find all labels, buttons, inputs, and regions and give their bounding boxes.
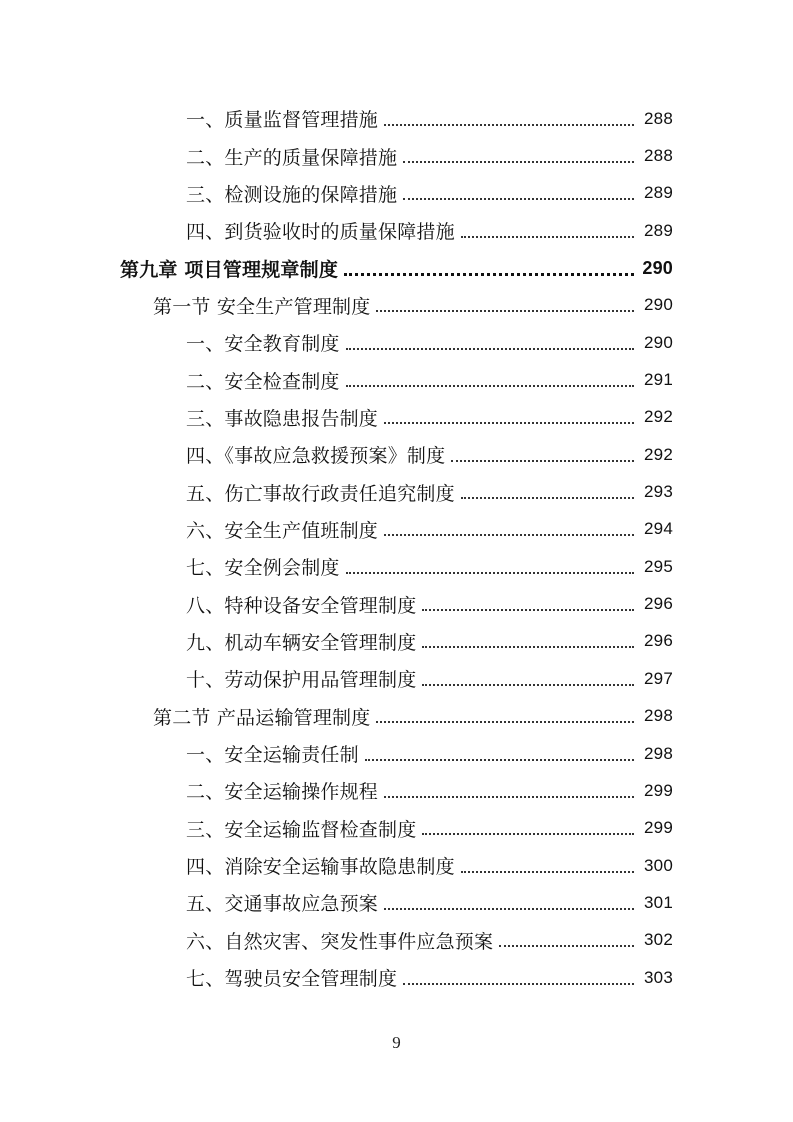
toc-entry-page: 293 [644, 482, 673, 502]
toc-entry-title: 第一节 安全生产管理制度 [153, 295, 371, 318]
toc-entry-page: 292 [644, 407, 673, 427]
toc-entry-page: 296 [644, 594, 673, 614]
toc-entry-page: 294 [644, 519, 673, 539]
dot-leader [376, 721, 634, 723]
dot-leader [461, 497, 634, 499]
dot-leader [384, 908, 634, 910]
toc-entry-title: 四、《事故应急救援预案》制度 [186, 445, 446, 468]
toc-entry[interactable] [0, 137, 793, 174]
toc-entry[interactable] [0, 324, 793, 361]
toc-entry-title: 七、驾驶员安全管理制度 [186, 968, 398, 991]
dot-leader [384, 124, 634, 126]
toc-entry[interactable] [0, 660, 793, 697]
toc-entry-title: 一、安全教育制度 [186, 333, 340, 356]
toc-entry-page: 290 [644, 295, 673, 315]
toc-entry-title: 三、安全运输监督检查制度 [186, 818, 417, 841]
toc-entry-page: 290 [644, 332, 673, 352]
toc-entry-title: 七、安全例会制度 [186, 557, 340, 580]
toc-entry-page: 289 [644, 183, 673, 203]
toc-entry-page: 290 [642, 257, 673, 278]
toc-entry[interactable] [0, 361, 793, 398]
toc-entry[interactable] [0, 212, 793, 249]
toc-entry-page: 292 [644, 444, 673, 464]
toc-entry[interactable] [0, 548, 793, 585]
dot-leader [346, 572, 634, 574]
dot-leader [346, 348, 634, 350]
toc-entry-page: 288 [644, 108, 673, 128]
toc-entry-title: 一、质量监督管理措施 [186, 109, 379, 132]
toc-entry-page: 296 [644, 631, 673, 651]
toc-entry[interactable] [0, 735, 793, 772]
toc-entry-title: 二、生产的质量保障措施 [186, 146, 398, 169]
toc-entry-title: 四、到货验收时的质量保障措施 [186, 221, 455, 244]
dot-leader [422, 609, 634, 611]
toc-entry-title: 三、事故隐患报告制度 [186, 407, 379, 430]
toc-entry-page: 299 [644, 780, 673, 800]
dot-leader [422, 684, 634, 686]
toc-entry-title: 第九章 项目管理规章制度 [120, 258, 339, 281]
toc-entry-title: 四、消除安全运输事故隐患制度 [186, 856, 455, 879]
toc-entry-page: 301 [644, 892, 673, 912]
dot-leader [461, 236, 634, 238]
toc-entry-title: 五、伤亡事故行政责任追究制度 [186, 482, 455, 505]
toc-entry[interactable] [0, 623, 793, 660]
toc-entry[interactable] [0, 399, 793, 436]
dot-leader [346, 385, 634, 387]
dot-leader [376, 310, 634, 312]
toc-entry-page: 289 [644, 220, 673, 240]
toc-entry[interactable] [0, 884, 793, 921]
toc-entry[interactable] [0, 436, 793, 473]
toc-entry[interactable] [0, 473, 793, 510]
toc-entry-page: 298 [644, 743, 673, 763]
toc-entry[interactable] [0, 810, 793, 847]
dot-leader [422, 833, 634, 835]
toc-entry-page: 298 [644, 706, 673, 726]
toc-entry-page: 291 [644, 370, 673, 390]
toc-entry-title: 六、自然灾害、突发性事件应急预案 [186, 930, 494, 953]
toc-entry-title: 三、检测设施的保障措施 [186, 183, 398, 206]
dot-leader [451, 460, 634, 462]
dot-leader [499, 945, 634, 947]
page-number: 9 [392, 1033, 401, 1052]
toc-entry[interactable] [0, 772, 793, 809]
dot-leader [461, 871, 634, 873]
toc-entry-title: 六、安全生产值班制度 [186, 519, 379, 542]
toc-entry-page: 295 [644, 556, 673, 576]
toc-section-entry[interactable] [0, 287, 793, 324]
toc-entry-page: 297 [644, 668, 673, 688]
toc-entry[interactable] [0, 847, 793, 884]
toc-entry-title: 第二节 产品运输管理制度 [153, 706, 371, 729]
toc-entry[interactable] [0, 175, 793, 212]
toc-entry-title: 九、机动车辆安全管理制度 [186, 631, 417, 654]
table-of-contents [0, 100, 793, 996]
toc-entry[interactable] [0, 959, 793, 996]
toc-entry-page: 300 [644, 855, 673, 875]
dot-leader [384, 422, 634, 424]
toc-entry-title: 五、交通事故应急预案 [186, 893, 379, 916]
toc-entry-title: 二、安全检查制度 [186, 370, 340, 393]
toc-entry-page: 288 [644, 146, 673, 166]
toc-chapter-entry[interactable] [0, 249, 793, 286]
toc-entry-title: 二、安全运输操作规程 [186, 781, 379, 804]
dot-leader [344, 273, 634, 276]
toc-entry-title: 八、特种设备安全管理制度 [186, 594, 417, 617]
toc-entry-page: 299 [644, 818, 673, 838]
toc-entry-title: 一、安全运输责任制 [186, 744, 359, 767]
toc-entry-page: 302 [644, 930, 673, 950]
toc-entry-title: 十、劳动保护用品管理制度 [186, 669, 417, 692]
toc-entry[interactable] [0, 100, 793, 137]
dot-leader [384, 796, 634, 798]
toc-entry-page: 303 [644, 967, 673, 987]
dot-leader [403, 161, 634, 163]
dot-leader [422, 646, 634, 648]
toc-section-entry[interactable] [0, 698, 793, 735]
dot-leader [403, 198, 634, 200]
toc-entry[interactable] [0, 511, 793, 548]
toc-entry[interactable] [0, 922, 793, 959]
dot-leader [384, 534, 634, 536]
dot-leader [403, 983, 634, 985]
toc-entry[interactable] [0, 585, 793, 622]
dot-leader [365, 759, 634, 761]
